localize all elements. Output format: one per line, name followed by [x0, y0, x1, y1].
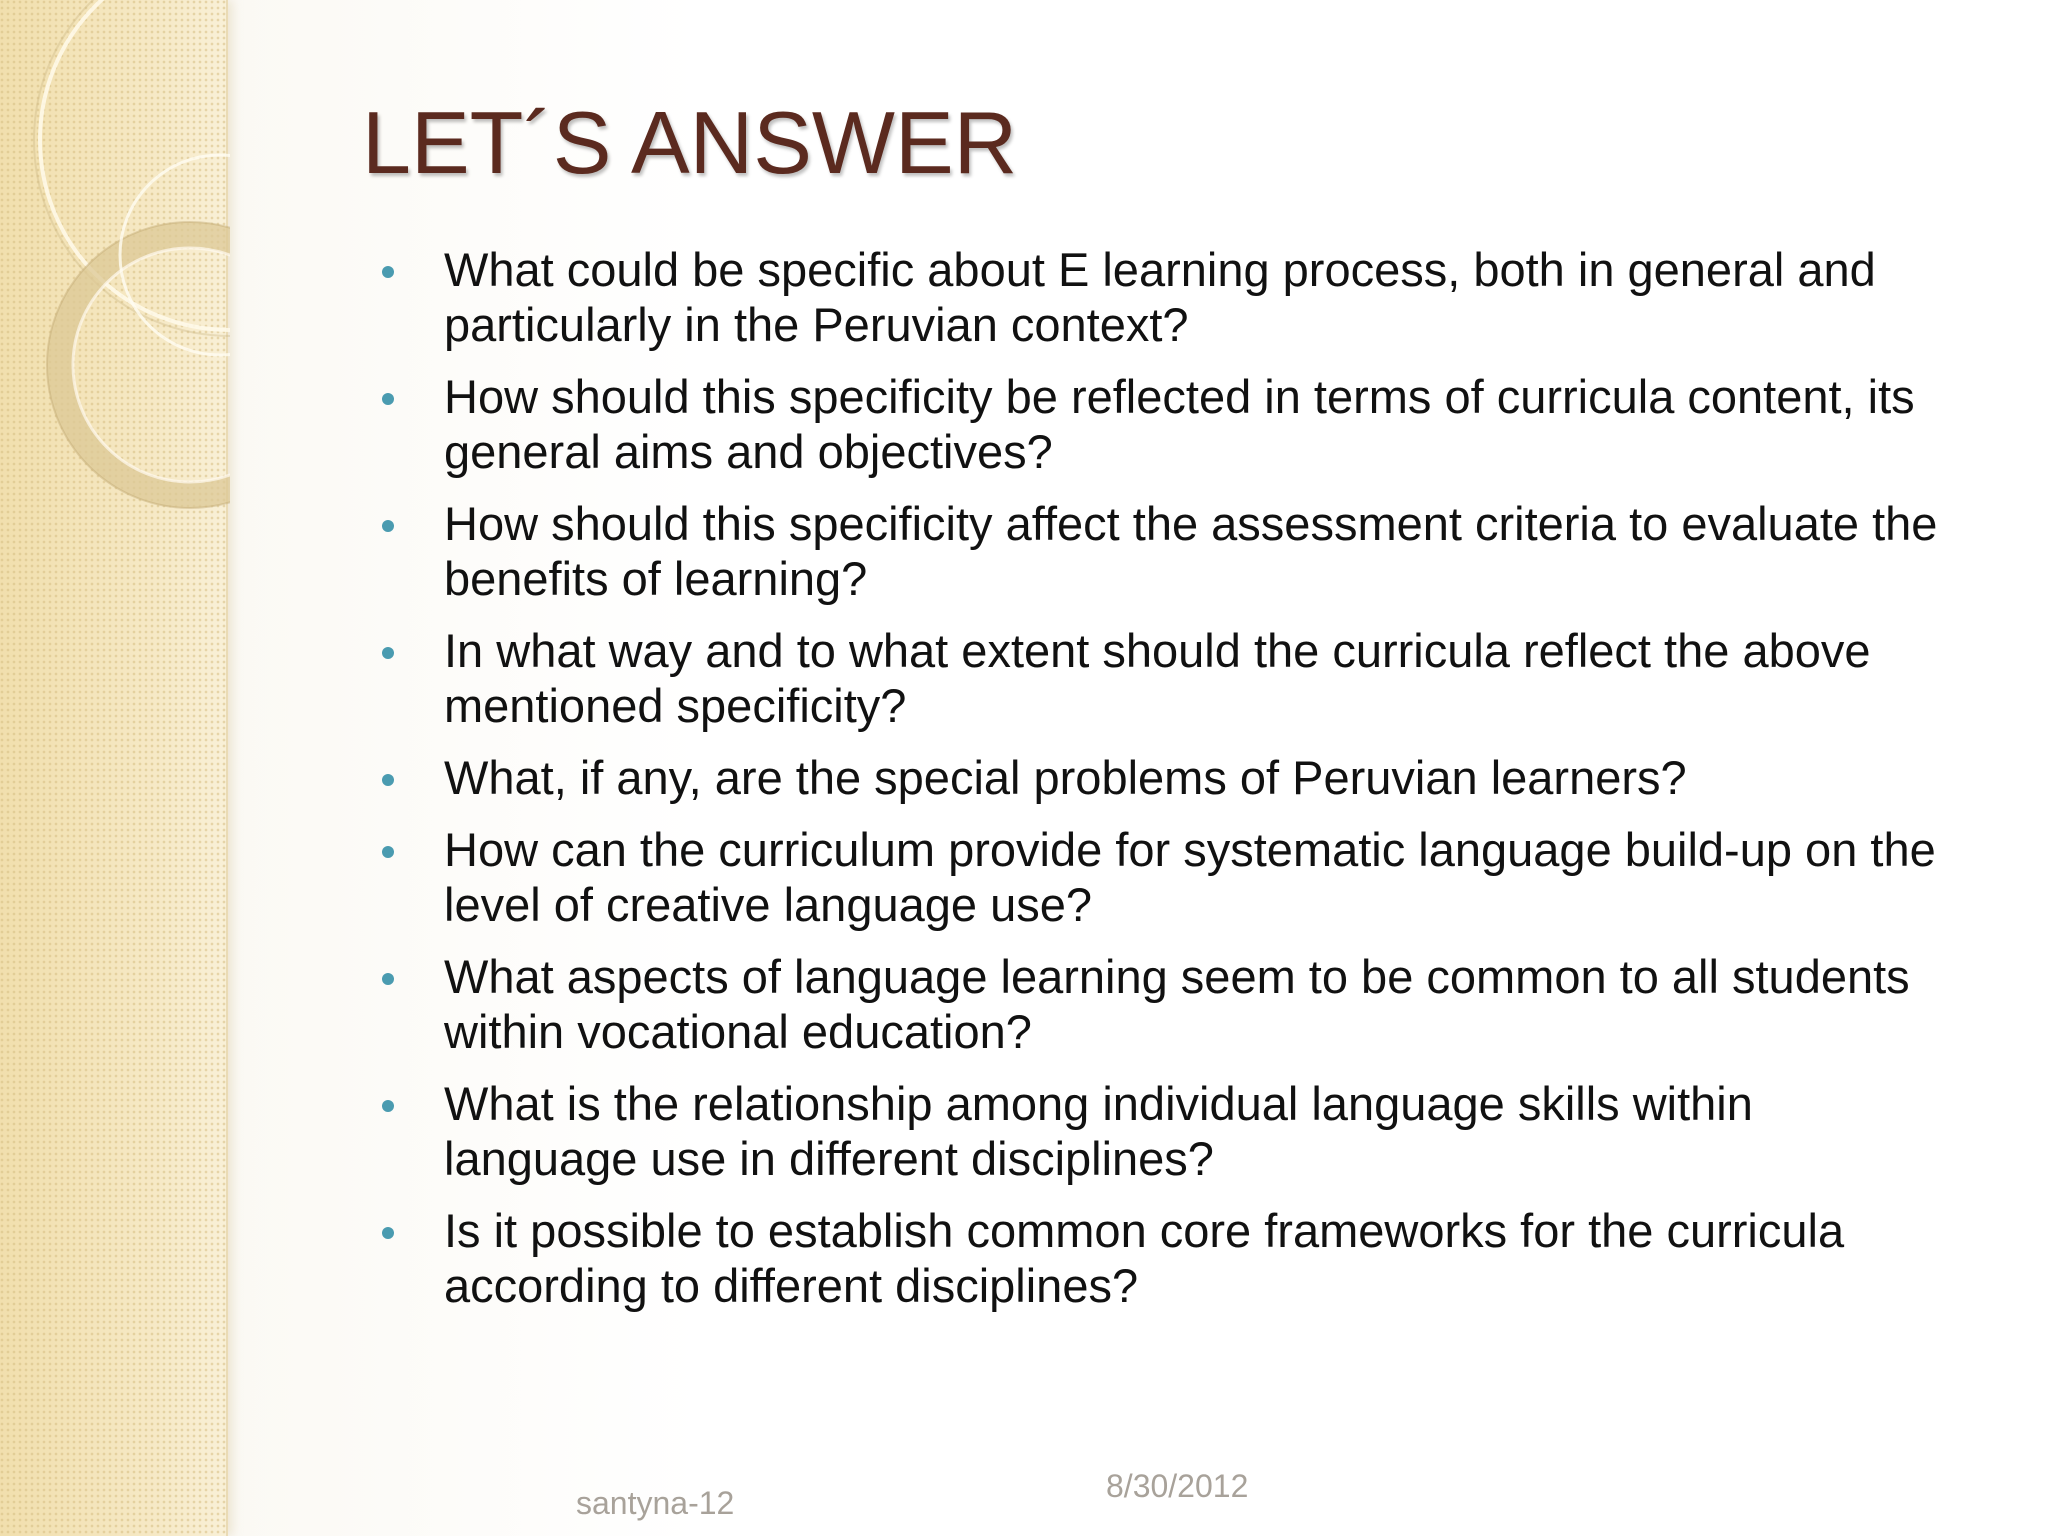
- bullet-dot-icon: [382, 647, 394, 659]
- bullet-item: [382, 750, 1942, 805]
- bullet-list: [382, 242, 1942, 1330]
- bullet-item: [382, 1076, 1942, 1186]
- bullet-dot-icon: [382, 1227, 394, 1239]
- bullet-dot-icon: [382, 520, 394, 532]
- bullet-item: [382, 369, 1942, 479]
- bullet-item: [382, 496, 1942, 606]
- bullet-dot-icon: [382, 1100, 394, 1112]
- bullet-text: Is it possible to establish common core frameworks for the curricula according to different disciplines?: [444, 1204, 1845, 1312]
- bullet-item: [382, 822, 1942, 932]
- bullet-text: In what way and to what extent should the curricula reflect the above mentioned specificity?: [444, 624, 1871, 732]
- bullet-dot-icon: [382, 846, 394, 858]
- bullet-text: How should this specificity be reflected in terms of curricula content, its general aims and objectives?: [444, 370, 1915, 478]
- bullet-text: What aspects of language learning seem to be common to all students within vocational education?: [444, 950, 1910, 1058]
- bullet-text: How should this specificity affect the assessment criteria to evaluate the benefits of learning?: [444, 497, 1938, 605]
- slide-title: LET´S ANSWER: [362, 93, 1018, 192]
- bullet-item: [382, 242, 1942, 352]
- bullet-item: [382, 1203, 1942, 1313]
- ring-medium: [60, 235, 230, 495]
- ring-large: [40, 0, 230, 330]
- bullet-dot-icon: [382, 266, 394, 278]
- bullet-text: What is the relationship among individual language skills within language use in different disciplines?: [444, 1077, 1753, 1185]
- footer-author: santyna-12: [576, 1485, 735, 1521]
- bullet-dot-icon: [382, 774, 394, 786]
- decorative-rings: [0, 0, 230, 520]
- bullet-text: How can the curriculum provide for systematic language build-up on the level of creative language use?: [444, 823, 1936, 931]
- bullet-item: [382, 623, 1942, 733]
- footer-date: 8/30/2012: [1106, 1468, 1249, 1504]
- bullet-text: What could be specific about E learning process, both in general and particularly in the Peruvian context?: [444, 243, 1876, 351]
- bullet-dot-icon: [382, 973, 394, 985]
- bullet-dot-icon: [382, 393, 394, 405]
- bullet-text: What, if any, are the special problems of Peruvian learners?: [444, 751, 1687, 804]
- bullet-item: [382, 949, 1942, 1059]
